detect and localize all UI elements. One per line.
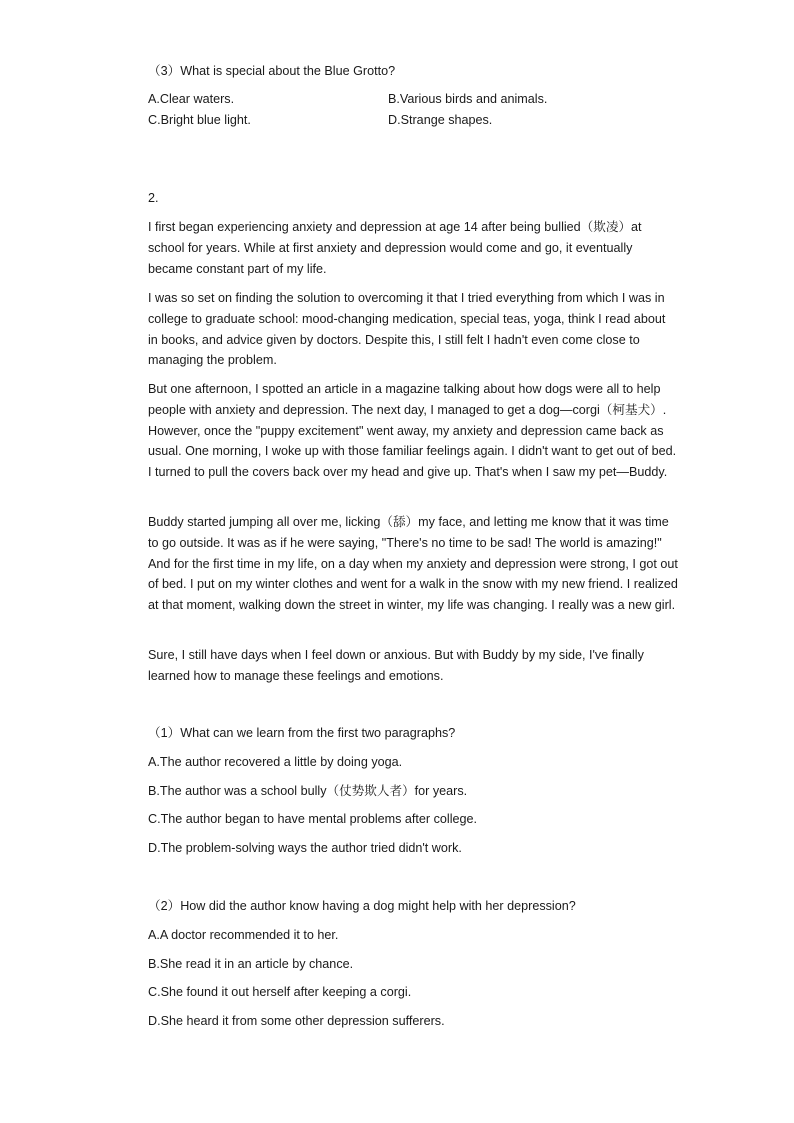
passage-number: 2. xyxy=(148,191,159,205)
q2-option-b: B.She read it in an article by chance. xyxy=(148,957,354,971)
q3-option-c: C.Bright blue light. xyxy=(148,113,251,127)
q3-option-b: B.Various birds and animals. xyxy=(388,92,548,106)
passage-paragraph-5: Sure, I still have days when I feel down or anxious. But with Buddy by my side, I've finally learned how to manage these feelings and emotions. xyxy=(148,648,644,683)
q2-option-a: A.A doctor recommended it to her. xyxy=(148,928,339,942)
q2-option-c: C.She found it out herself after keeping a corgi. xyxy=(148,985,412,999)
q1-option-d: D.The problem-solving ways the author tried didn't work. xyxy=(148,841,462,855)
q2-stem: （2）How did the author know having a dog might help with her depression? xyxy=(148,899,576,913)
q1-option-c: C.The author began to have mental problems after college. xyxy=(148,812,478,826)
q3-option-a: A.Clear waters. xyxy=(148,92,235,106)
q3-stem: （3）What is special about the Blue Grotto? xyxy=(148,64,396,78)
q1-option-b: B.The author was a school bully（仗势欺人者）for years. xyxy=(148,784,468,798)
passage-paragraph-1: I first began experiencing anxiety and depression at age 14 after being bullied（欺凌）at school for years. While at first anxiety and depression would come and go, it eventually became constant part of my life. xyxy=(148,220,642,276)
passage-paragraph-2: I was so set on finding the solution to overcoming it that I tried everything from which I was in college to graduate school: mood-changing medication, special teas, yoga, think I read about in books, and advice given by doctors. Despite this, I still felt I hadn't even come close to managing the problem. xyxy=(148,291,666,368)
passage-paragraph-3: But one afternoon, I spotted an article in a magazine talking about how dogs were all to help people with anxiety and depression. The next day, I managed to get a dog—corgi（柯基犬）. However, once the "puppy excitement" went away, my anxiety and depression came back as usual. One morning, I woke up with those familiar feelings again. I didn't want to get out of bed. I turned to pull the covers back over my head and give up. That's when I saw my pet—Buddy. xyxy=(148,382,677,480)
q3-option-d: D.Strange shapes. xyxy=(388,113,493,127)
passage-paragraph-4: Buddy started jumping all over me, licking（舔）my face, and letting me know that it was time to go outside. It was as if he were saying, "There's no time to be sad! The world is amazing!" And for the first time in my life, on a day when my anxiety and depression were strong, I got out of bed. I put on my winter clothes and went for a walk in the snow with my new friend. I realized at that moment, walking down the street in winter, my life was changing. I really was a new girl. xyxy=(148,515,678,613)
q2-option-d: D.She heard it from some other depression sufferers. xyxy=(148,1014,445,1028)
q1-stem: （1）What can we learn from the first two paragraphs? xyxy=(148,726,456,740)
q1-option-a: A.The author recovered a little by doing yoga. xyxy=(148,755,403,769)
